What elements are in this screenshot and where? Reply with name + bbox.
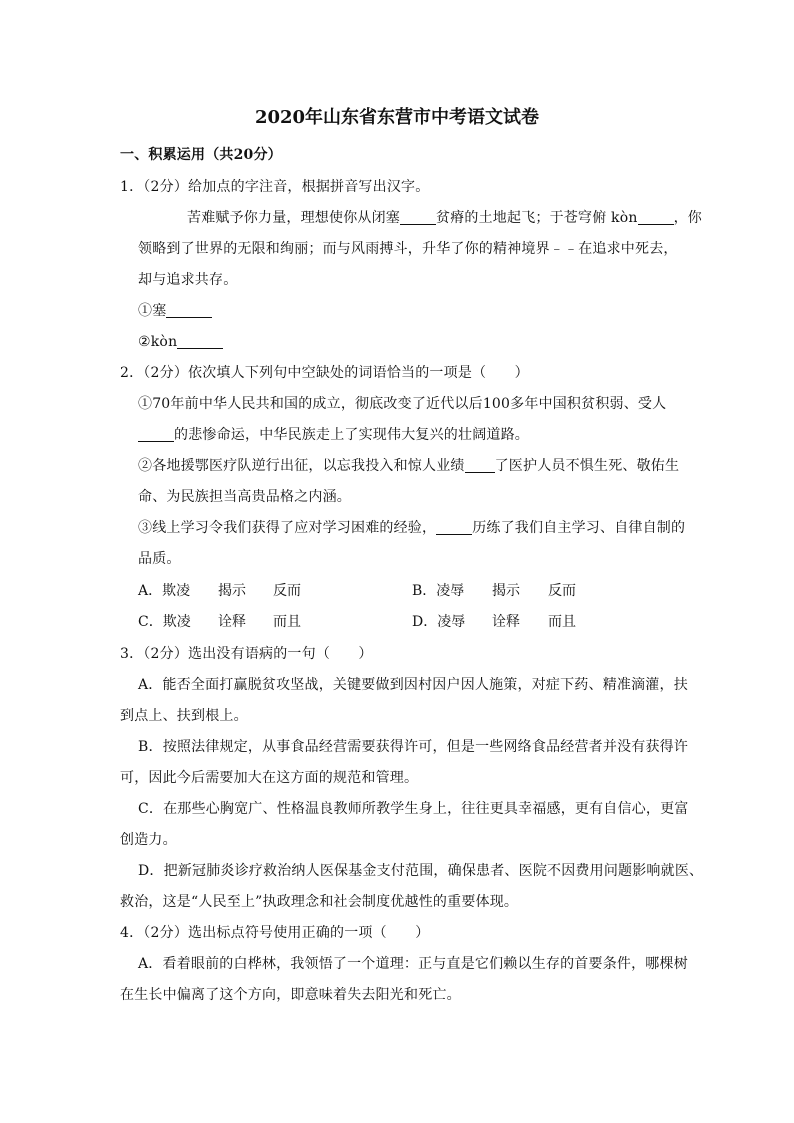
section-heading: 一、积累运用（共20分） [120, 147, 282, 163]
question-3-option-a-line-2: 到点上、扶到根上。 [120, 708, 248, 724]
option-c-term-3: 而且 [273, 614, 301, 630]
page-title: 2020年山东省东营市中考语文试卷 [254, 107, 540, 128]
question-3-stem: 3．（2分）选出没有语病的一句（ ） [120, 646, 373, 662]
answer-blank[interactable] [177, 334, 223, 349]
question-3-option-d-line-1[interactable]: D．把新冠肺炎诊疗救治纳人医保基金支付范围，确保患者、医院不因费用问题影响就医、 [138, 863, 704, 879]
question-4-stem: 4．（2分）选出标点符号使用正确的一项（ ） [120, 925, 430, 941]
option-d-term-2: 诠释 [492, 614, 520, 630]
question-2-stem: 2．（2分）依次填人下列句中空缺处的词语恰当的一项是（ ） [120, 365, 529, 381]
question-2-sentence-3-line-1 [138, 519, 685, 537]
passage-text: ，你 [673, 210, 702, 226]
answer-blank[interactable] [138, 427, 174, 442]
sentence-text: ②各地援鄂医疗队逆行出征，以忘我投入和惊人业绩 [138, 458, 465, 474]
question-3-option-a-line-1[interactable]: A．能否全面打赢脱贫攻坚战，关键要做到因村因户因人施策，对症下药、精准滴灌，扶 [138, 677, 688, 693]
question-1-passage-line-1 [187, 209, 702, 227]
passage-text: 贫瘠的土地起飞；于苍穹俯 kòn [436, 210, 638, 226]
answer-blank[interactable] [166, 303, 212, 318]
question-2-sentence-1-line-1: ①70年前中华人民共和国的成立，彻底改变了近代以后100多年中国积贫积弱、受人 [138, 396, 667, 412]
question-3-option-b-line-2: 可，因此今后需要加大在这方面的规范和管理。 [120, 770, 419, 786]
question-1-passage-line-2: 领略到了世界的无限和绚丽；而与风雨搏斗，升华了你的精神境界﹣﹣在追求中死去， [138, 241, 678, 257]
question-1-item-1 [138, 302, 212, 320]
question-3-option-b-line-1[interactable]: B．按照法律规定，从事食品经营需要获得许可，但是一些网络食品经营者并没有获得许 [138, 739, 689, 755]
answer-blank[interactable] [638, 210, 674, 225]
question-3-option-d-line-2: 救治，这是“人民至上”执政理念和社会制度优越性的重要体现。 [120, 894, 519, 910]
option-d-term-1[interactable]: D．凌辱 [412, 614, 466, 630]
answer-blank[interactable] [400, 210, 436, 225]
answer-blank[interactable] [436, 520, 472, 535]
question-4-option-a-line-2: 在生长中偏离了这个方向，即意味着失去阳光和死亡。 [120, 987, 461, 1003]
option-c-term-1[interactable]: C．欺凌 [138, 614, 191, 630]
option-a-term-1[interactable]: A．欺凌 [138, 583, 191, 599]
answer-blank[interactable] [465, 458, 495, 473]
option-d-term-3: 而且 [548, 614, 576, 630]
question-2-sentence-1-line-2 [138, 426, 529, 444]
option-b-term-2: 揭示 [492, 583, 520, 599]
question-1-passage-line-3: 却与追求共存。 [138, 272, 238, 288]
option-a-term-3: 反而 [273, 583, 301, 599]
sentence-text: 了医护人员不惧生死、敬佑生 [494, 458, 680, 474]
item-label: ②kòn [138, 334, 178, 350]
question-2-sentence-3-line-2: 品质。 [138, 551, 181, 567]
passage-text: 苦难赋予你力量，理想使你从闭塞 [187, 210, 400, 226]
question-2-sentence-2-line-1 [138, 457, 679, 475]
question-1-item-2 [138, 333, 223, 351]
option-b-term-3: 反而 [548, 583, 576, 599]
item-label: ①塞 [138, 303, 167, 319]
question-3-option-c-line-1[interactable]: C．在那些心胸宽广、性格温良教师所教学生身上，往往更具幸福感，更有自信心，更富 [138, 801, 689, 817]
sentence-text: ③线上学习令我们获得了应对学习困难的经验， [138, 520, 437, 536]
sentence-text: 的悲惨命运，中华民族走上了实现伟大复兴的壮阔道路。 [174, 427, 529, 443]
option-a-term-2: 揭示 [218, 583, 246, 599]
question-2-sentence-2-line-2: 命、为民族担当高贵品格之内涵。 [138, 489, 351, 505]
option-c-term-2: 诠释 [218, 614, 246, 630]
question-1-stem: 1．（2分）给加点的字注音，根据拼音写出汉字。 [120, 179, 430, 195]
question-4-option-a-line-1[interactable]: A．看着眼前的白桦林，我领悟了一个道理：正与直是它们赖以生存的首要条件，哪棵树 [138, 956, 688, 972]
option-b-term-1[interactable]: B．凌辱 [412, 583, 465, 599]
sentence-text: 历练了我们自主学习、自律自制的 [472, 520, 686, 536]
question-3-option-c-line-2: 创造力。 [120, 832, 177, 848]
